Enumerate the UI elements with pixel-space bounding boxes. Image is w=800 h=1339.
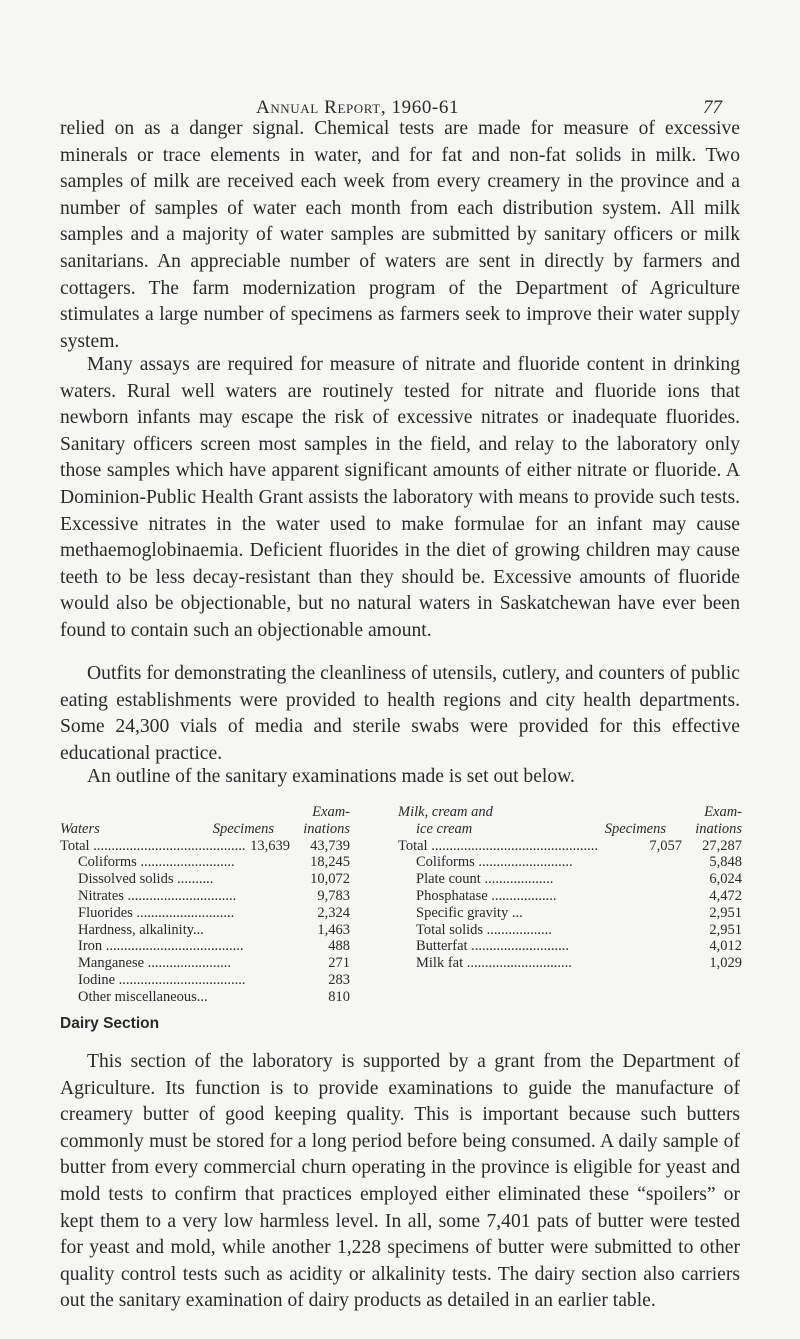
- waters-table: [60, 804, 350, 1006]
- table-row: [60, 871, 350, 888]
- milk-table-header-1: [398, 804, 742, 821]
- row-label: Manganese .......................: [78, 955, 232, 972]
- table-row: [60, 905, 350, 922]
- row-label: Phosphatase ..................: [416, 887, 557, 904]
- table-row: [398, 905, 742, 922]
- row-label: Total ..............................................: [398, 837, 598, 854]
- paragraph-nitrate-fluoride: Many assays are required for measure of nitrate and fluoride content in drinking waters. Rural well waters are routinely tested for nitrate and fluoride ions that newborn infants may escape the risk of excessive nitrates or inadequate fluorides. Sanitary officers screen most samples in the field, and relay to the laboratory only those samples which have apparent significant amounts of either nitrate or fluoride. A Dominion-Public Health Grant assists the laboratory with means to provide such tests. Excessive nitrates in the water used to make formulae for an infant may cause methaemoglobinaemia. Deficient fluorides in the diet of growing children may cause teeth to be less decay-resistant than they should be. Excessive amounts of fluoride would also be objectionable, but no natural waters in Saskatchewan have ever been found to contain such an objectionable amount.: [60, 354, 740, 641]
- milk-table: [398, 804, 742, 972]
- row-examinations: 43,739: [310, 837, 350, 854]
- milk-table-body: [398, 838, 742, 972]
- row-examinations: 5,848: [709, 854, 742, 871]
- row-examinations: 18,245: [310, 854, 350, 871]
- waters-exam-header-2: inations: [303, 820, 350, 837]
- row-label: Total ..........................................: [60, 837, 246, 854]
- table-row: [60, 922, 350, 939]
- row-label: Total solids ..................: [416, 921, 552, 938]
- milk-specimens-header: Specimens: [604, 820, 666, 837]
- table-row: [60, 938, 350, 955]
- row-specimens: 13,639: [250, 837, 290, 854]
- row-label: Milk fat .............................: [416, 955, 572, 972]
- dairy-section-paragraph: This section of the laboratory is supported by a grant from the Department of Agriculture. Its function is to provide examinations to guide the manufacture of creamery butter of good keeping quality. This is important because such butters commonly must be stored for a long period before being consumed. A daily sample of butter from every commercial churn operating in the province is eligible for yeast and mold tests to confirm that practices employed either eliminated these “spoilers” or kept them to a very low harmless level. In all, some 7,401 pats of butter were tested for yeast and mold, while another 1,228 specimens of butter were submitted to other quality control tests such as acidity or alkalinity tests. The dairy section also carriers out the sanitary examination of dairy products as detailed in an earlier table.: [60, 1051, 740, 1312]
- table-row: [60, 888, 350, 905]
- page-number: 77: [703, 97, 722, 118]
- row-label: Coliforms ..........................: [78, 854, 235, 871]
- row-label: Fluorides ...........................: [78, 904, 235, 921]
- milk-table-header-2: [398, 821, 742, 838]
- waters-table-body: [60, 838, 350, 1006]
- running-title: Annual Report, 1960-61: [256, 97, 460, 118]
- row-examinations: 10,072: [310, 871, 350, 888]
- table-row: [60, 989, 350, 1006]
- row-examinations: 4,012: [709, 938, 742, 955]
- row-examinations: 6,024: [709, 871, 742, 888]
- table-row: [398, 854, 742, 871]
- table-row: [398, 955, 742, 972]
- row-label: Butterfat ...........................: [416, 938, 570, 955]
- waters-label-header: Waters: [60, 820, 100, 837]
- table-row: [60, 972, 350, 989]
- table-row: [398, 871, 742, 888]
- row-examinations: 27,287: [702, 837, 742, 854]
- row-examinations: 4,472: [709, 887, 742, 904]
- table-row: [398, 838, 742, 855]
- waters-specimens-header: Specimens: [212, 820, 274, 837]
- table-row: [60, 838, 350, 855]
- row-label: Plate count ...................: [416, 871, 554, 888]
- waters-exam-header-1: Exam-: [312, 804, 350, 820]
- row-label: Hardness, alkalinity...: [78, 921, 204, 938]
- row-examinations: 283: [328, 971, 350, 988]
- milk-exam-header-2: inations: [695, 820, 742, 837]
- paragraph-outfits: Outfits for demonstrating the cleanliness of utensils, cutlery, and counters of public eating establishments were provided to health regions and city health departments. Some 24,300 vials of media and sterile swabs were provided for this effective educational practice.: [60, 663, 740, 764]
- dairy-section-heading: Dairy Section: [60, 1015, 160, 1032]
- row-examinations: 1,029: [709, 955, 742, 972]
- table-row: [60, 854, 350, 871]
- paragraph-outline-intro: An outline of the sanitary examinations made is set out below.: [87, 766, 575, 787]
- milk-label-header-2: ice cream: [416, 820, 473, 837]
- row-label: Nitrates ..............................: [78, 887, 237, 904]
- row-examinations: 2,324: [317, 904, 350, 921]
- row-examinations: 488: [328, 938, 350, 955]
- milk-label-header-1: Milk, cream and: [398, 804, 493, 820]
- row-label: Specific gravity ...: [416, 904, 523, 921]
- paragraph-continued: relied on as a danger signal. Chemical tests are made for measure of excessive minerals or trace elements in water, and for fat and non-fat solids in milk. Two samples of milk are received each week from every creamery in the province and a number of samples of water each month from each distribution system. All milk samples and a majority of water samples are submitted by sanitary officers or milk sanitarians. An appreciable number of waters are sent in directly by farmers and cottagers. The farm modernization program of the Department of Agriculture stimulates a large number of specimens as farmers seek to improve their water supply system.: [60, 118, 740, 352]
- table-row: [60, 955, 350, 972]
- milk-exam-header-1: Exam-: [704, 804, 742, 820]
- row-label: Iron ......................................: [78, 938, 244, 955]
- row-label: Iodine ...................................: [78, 971, 246, 988]
- row-specimens: 7,057: [649, 837, 682, 854]
- row-examinations: 1,463: [317, 921, 350, 938]
- row-examinations: 9,783: [317, 887, 350, 904]
- row-examinations: 2,951: [709, 921, 742, 938]
- row-examinations: 271: [328, 955, 350, 972]
- row-label: Dissolved solids ..........: [78, 871, 214, 888]
- row-label: Coliforms ..........................: [416, 854, 573, 871]
- row-label: Other miscellaneous...: [78, 988, 208, 1005]
- table-row: [398, 922, 742, 939]
- waters-table-header-1: [60, 804, 350, 821]
- row-examinations: 2,951: [709, 904, 742, 921]
- table-row: [398, 888, 742, 905]
- table-row: [398, 938, 742, 955]
- waters-table-header-2: [60, 821, 350, 838]
- row-examinations: 810: [328, 988, 350, 1005]
